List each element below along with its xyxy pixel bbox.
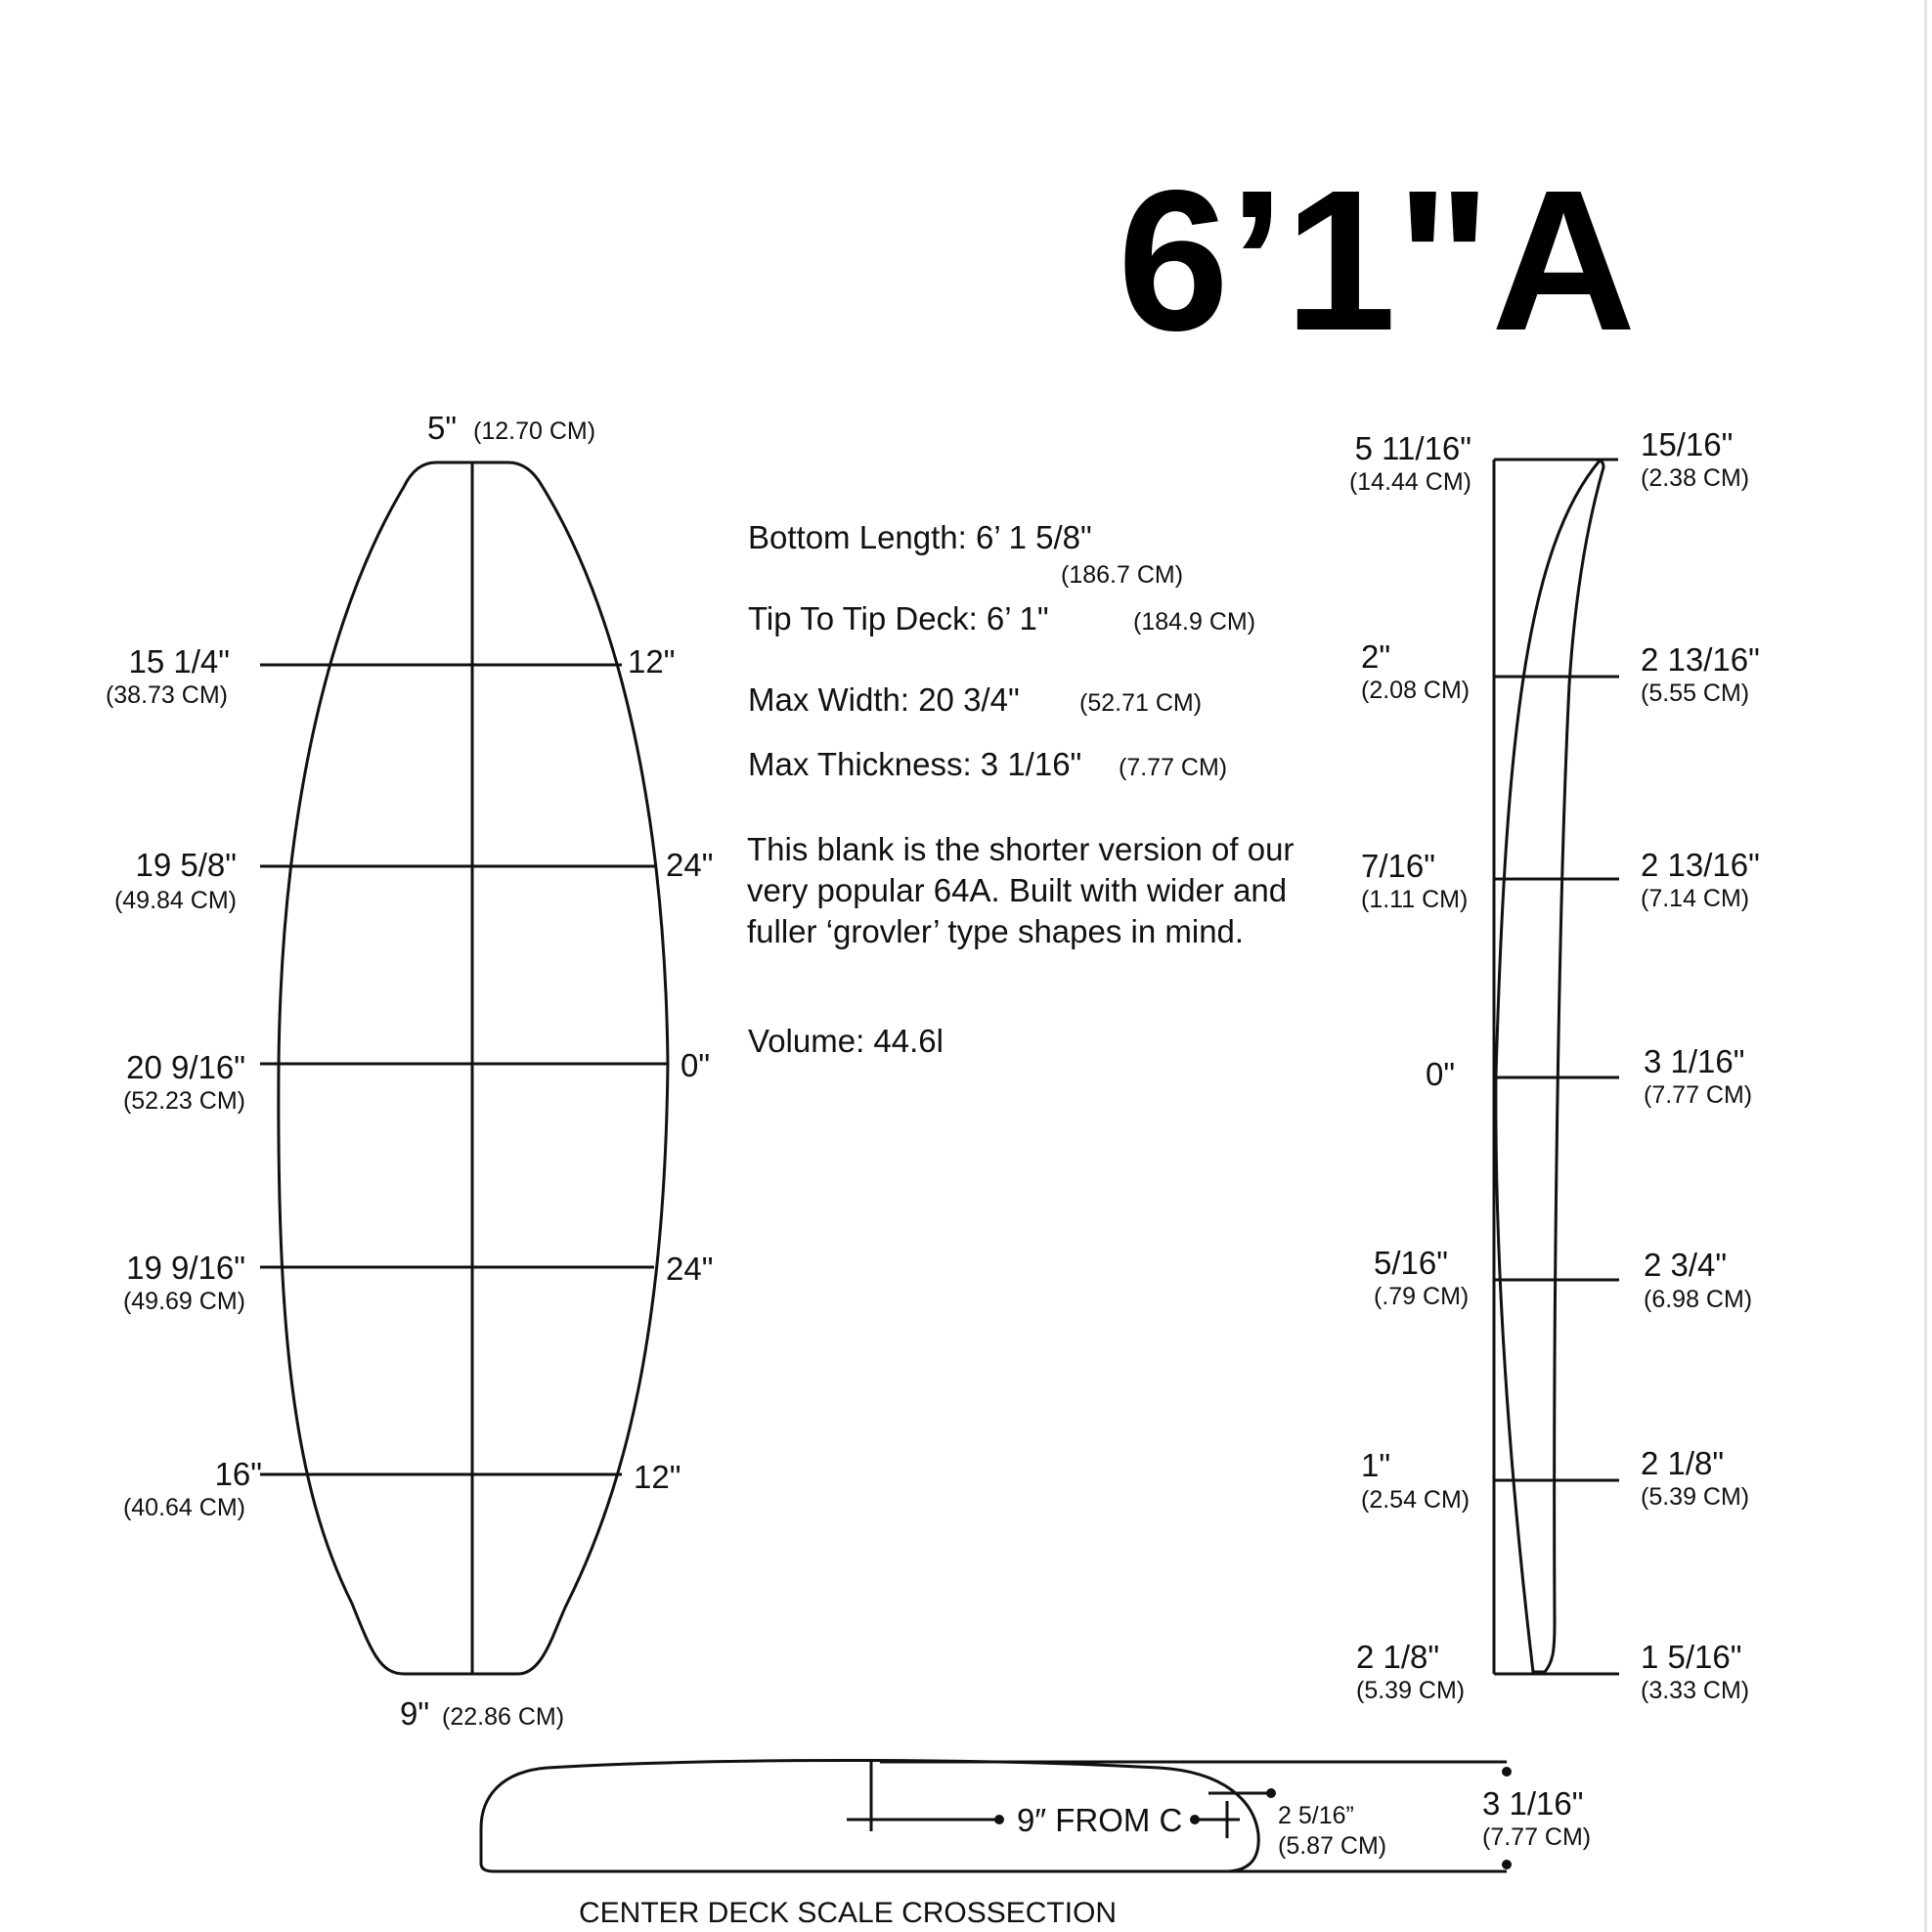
station-offset-1: 12" (628, 643, 676, 680)
rail-top-dot (1266, 1788, 1276, 1798)
rocker-right-cm-2: (5.55 CM) (1641, 680, 1750, 707)
cross-section-caption: CENTER DECK SCALE CROSSECTION (579, 1897, 1118, 1929)
nose-width-cm: (12.70 CM) (473, 417, 596, 445)
rocker-right-cm-6: (5.39 CM) (1641, 1483, 1750, 1511)
rocker-left-cm-5: (.79 CM) (1374, 1283, 1470, 1310)
rocker-left-5: 5/16" (1374, 1245, 1448, 1281)
rocker-right-cm-4: (7.77 CM) (1644, 1081, 1753, 1109)
rocker-left-cm-6: (2.54 CM) (1361, 1486, 1471, 1514)
station-offset-5: 12" (634, 1459, 681, 1495)
max-width: Max Width: 20 3/4" (748, 681, 1020, 718)
rocker-right-6: 2 1/8" (1641, 1445, 1725, 1481)
rocker-left-cm-1: (14.44 CM) (1348, 468, 1471, 496)
rocker-left-7: 2 1/8" (1356, 1639, 1440, 1675)
rocker-right-cm-7: (3.33 CM) (1641, 1677, 1750, 1704)
tail-width: 9" (400, 1695, 430, 1732)
cross-section (481, 1761, 1591, 1930)
rail-dot (1190, 1815, 1200, 1824)
rocker-right-2: 2 13/16" (1641, 641, 1760, 678)
center-offset-dot (994, 1815, 1004, 1824)
rocker-left-4: 0" (1426, 1056, 1456, 1092)
rocker-right-cm-5: (6.98 CM) (1644, 1286, 1753, 1313)
rocker-right-1: 15/16" (1641, 426, 1734, 462)
station-width-cm-5: (40.64 CM) (122, 1494, 245, 1521)
rocker-right-4: 3 1/16" (1644, 1043, 1745, 1079)
rocker-right-5: 2 3/4" (1644, 1247, 1728, 1283)
bottom-length: Bottom Length: 6’ 1 5/8" (748, 519, 1092, 555)
station-width-4: 19 9/16" (126, 1250, 245, 1286)
station-offset-3: 0" (681, 1047, 711, 1083)
rail-thickness: 2 5/16” (1278, 1802, 1354, 1829)
max-thickness-cm: (7.77 CM) (1119, 754, 1228, 781)
tail-width-cm: (22.86 CM) (442, 1703, 565, 1731)
rocker-left-2: 2" (1361, 638, 1391, 675)
thickness-dot-bottom (1502, 1860, 1512, 1869)
station-width-3: 20 9/16" (126, 1049, 245, 1085)
station-width-1: 15 1/4" (128, 643, 230, 680)
rocker-right-3: 2 13/16" (1641, 847, 1760, 883)
station-width-cm-3: (52.23 CM) (122, 1087, 245, 1115)
station-width-2: 19 5/8" (135, 847, 237, 883)
station-width-cm-4: (49.69 CM) (122, 1288, 245, 1315)
station-width-5: 16" (214, 1456, 262, 1492)
center-thickness: 3 1/16" (1482, 1785, 1584, 1822)
rocker-left-6: 1" (1361, 1447, 1391, 1483)
max-width-cm: (52.71 CM) (1079, 689, 1203, 717)
thickness-dot-top (1502, 1767, 1512, 1777)
tip-to-tip: Tip To Tip Deck: 6’ 1" (748, 600, 1049, 637)
specs-block (748, 519, 1255, 1059)
cross-offset-label: 9″ FROM C (1017, 1802, 1183, 1838)
volume: Volume: 44.6l (748, 1023, 944, 1059)
rocker-curve (1496, 460, 1603, 1672)
station-width-cm-1: (38.73 CM) (105, 681, 228, 709)
station-offset-4: 24" (666, 1251, 714, 1287)
model-title: 6’1"A (1118, 149, 1637, 373)
station-offset-2: 24" (666, 847, 714, 883)
rocker-left-cm-7: (5.39 CM) (1356, 1677, 1466, 1704)
center-thickness-cm: (7.77 CM) (1482, 1823, 1592, 1851)
rocker-right-cm-1: (2.38 CM) (1641, 464, 1750, 492)
rocker-left-1: 5 11/16" (1354, 430, 1471, 466)
tip-to-tip-cm: (184.9 CM) (1133, 608, 1256, 636)
rocker-left-3: 7/16" (1361, 848, 1435, 884)
nose-width: 5" (427, 410, 458, 446)
board-outline (260, 462, 668, 1674)
rail-thickness-cm: (5.87 CM) (1278, 1832, 1387, 1860)
rocker-left-labels (1349, 430, 1471, 1704)
board-description: This blank is the shorter version of our very popular 64A. Built with wider and fuller ‘grovler’ type shapes in mind. (747, 831, 1295, 949)
station-width-cm-2: (49.84 CM) (113, 887, 237, 914)
station-widths (106, 643, 262, 1521)
rocker-right-labels (1641, 426, 1760, 1704)
max-thickness: Max Thickness: 3 1/16" (748, 746, 1082, 782)
bottom-length-cm: (186.7 CM) (1061, 561, 1184, 589)
rocker-left-cm-3: (1.11 CM) (1361, 886, 1469, 913)
rocker-right-cm-3: (7.14 CM) (1641, 885, 1750, 912)
rocker-left-cm-2: (2.08 CM) (1361, 677, 1471, 704)
rocker-profile (1494, 460, 1619, 1674)
rocker-right-7: 1 5/16" (1641, 1639, 1742, 1675)
